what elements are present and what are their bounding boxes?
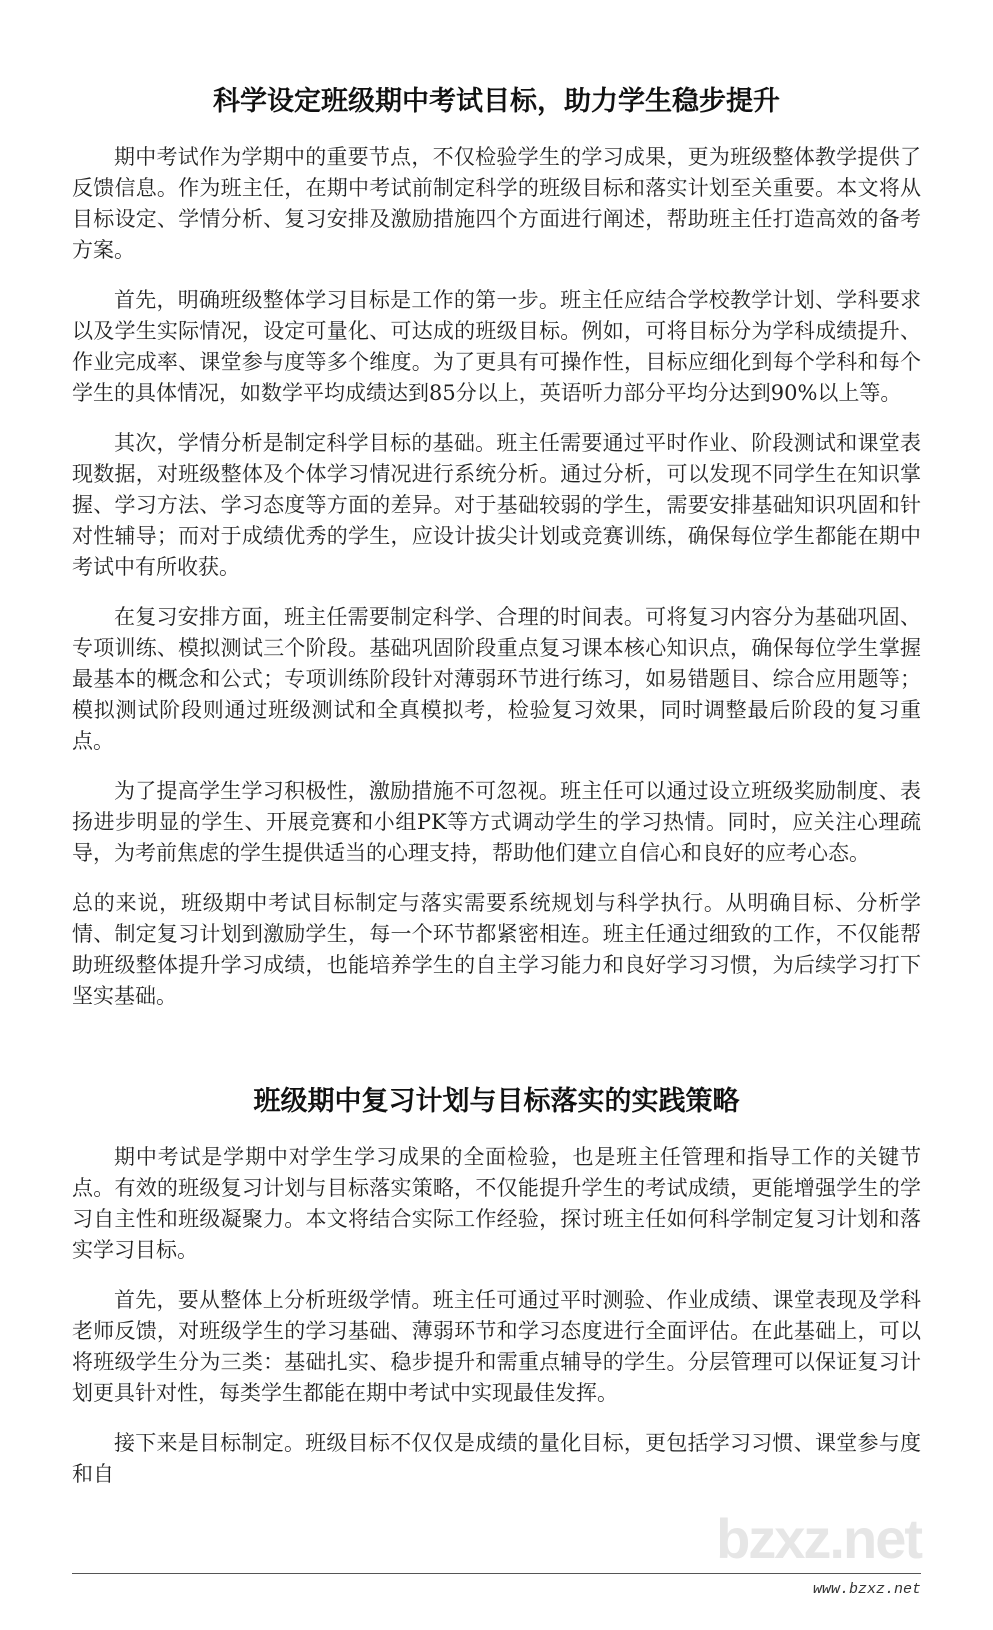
paragraph: 接下来是目标制定。班级目标不仅仅是成绩的量化目标，更包括学习习惯、课堂参与度和自 — [72, 1431, 921, 1486]
article-2-body — [72, 1142, 921, 1490]
paragraph: 首先，要从整体上分析班级学情。班主任可通过平时测验、作业成绩、课堂表现及学科老师反馈，对班级学生的学习基础、薄弱环节和学习态度进行全面评估。在此基础上，可以将班级学生分为三类：基础扎实、稳步提升和需重点辅导的学生。分层管理可以保证复习计划更具针对性，每类学生都能在期中考试中实现最佳发挥。 — [72, 1288, 921, 1405]
footer-url: www.bzxz.net — [812, 1581, 921, 1598]
article-1-body — [72, 142, 921, 1012]
paragraph: 其次，学情分析是制定科学目标的基础。班主任需要通过平时作业、阶段测试和课堂表现数据，对班级整体及个体学习情况进行系统分析。通过分析，可以发现不同学生在知识掌握、学习方法、学习态度等方面的差异。对于基础较弱的学生，需要安排基础知识巩固和针对性辅导；而对于成绩优秀的学生，应设计拔尖计划或竞赛训练，确保每位学生都能在期中考试中有所收获。 — [72, 431, 921, 579]
paragraph: 首先，明确班级整体学习目标是工作的第一步。班主任应结合学校教学计划、学科要求以及学生实际情况，设定可量化、可达成的班级目标。例如，可将目标分为学科成绩提升、作业完成率、课堂参与度等多个维度。为了更具有可操作性，目标应细化到每个学科和每个学生的具体情况，如数学平均成绩达到85分以上，英语听力部分平均分达到90%以上等。 — [72, 288, 921, 405]
paragraph: 总的来说，班级期中考试目标制定与落实需要系统规划与科学执行。从明确目标、分析学情、制定复习计划到激励学生，每一个环节都紧密相连。班主任通过细致的工作，不仅能帮助班级整体提升学习成绩，也能培养学生的自主学习能力和良好学习习惯，为后续学习打下坚实基础。 — [72, 891, 921, 1008]
paragraph: 期中考试是学期中对学生学习成果的全面检验，也是班主任管理和指导工作的关键节点。有效的班级复习计划与目标落实策略，不仅能提升学生的考试成绩，更能增强学生的学习自主性和班级凝聚力。本文将结合实际工作经验，探讨班主任如何科学制定复习计划和落实学习目标。 — [72, 1145, 921, 1262]
article-1-title: 科学设定班级期中考试目标，助力学生稳步提升 — [213, 86, 780, 117]
paragraph: 为了提高学生学习积极性，激励措施不可忽视。班主任可以通过设立班级奖励制度、表扬进步明显的学生、开展竞赛和小组PK等方式调动学生的学习热情。同时，应关注心理疏导，为考前焦虑的学生提供适当的心理支持，帮助他们建立自信心和良好的应考心态。 — [72, 779, 921, 865]
paragraph: 期中考试作为学期中的重要节点，不仅检验学生的学习成果，更为班级整体教学提供了反馈信息。作为班主任，在期中考试前制定科学的班级目标和落实计划至关重要。本文将从目标设定、学情分析、复习安排及激励措施四个方面进行阐述，帮助班主任打造高效的备考方案。 — [72, 145, 921, 262]
watermark: bzxz.net — [716, 1507, 921, 1570]
footer-divider — [72, 1573, 921, 1574]
article-2-title: 班级期中复习计划与目标落实的实践策略 — [253, 1086, 740, 1117]
paragraph: 在复习安排方面，班主任需要制定科学、合理的时间表。可将复习内容分为基础巩固、专项训练、模拟测试三个阶段。基础巩固阶段重点复习课本核心知识点，确保每位学生掌握最基本的概念和公式；专项训练阶段针对薄弱环节进行练习，如易错题目、综合应用题等；模拟测试阶段则通过班级测试和全真模拟考，检验复习效果，同时调整最后阶段的复习重点。 — [72, 605, 921, 753]
